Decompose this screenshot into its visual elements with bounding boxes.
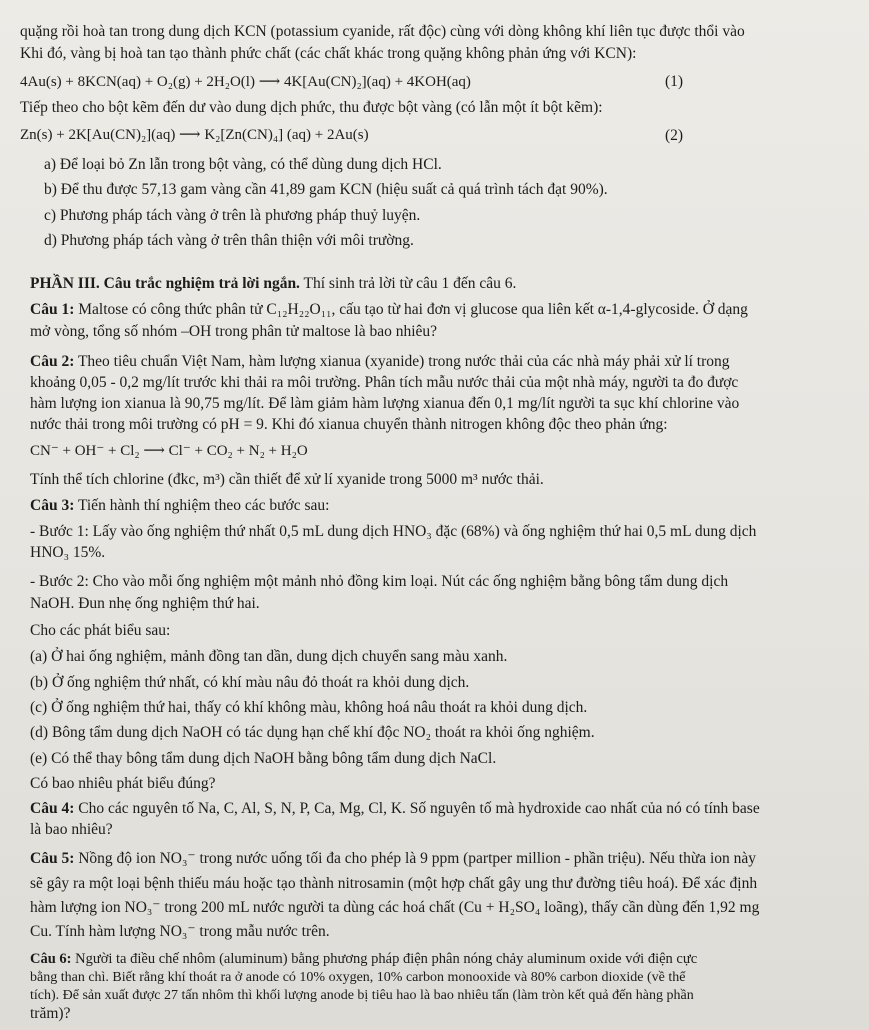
statement-e: (e) Có thể thay bông tẩm dung dịch NaOH bằng bông tẩm dung dịch NaCl. <box>30 750 497 767</box>
text-line: là bao nhiêu? <box>30 821 113 838</box>
question-text: Người ta điều chế nhôm (aluminum) bằng phương pháp điện phân nóng chảy aluminum oxide với điện cực <box>71 951 698 967</box>
part3-title: PHẦN III. Câu trắc nghiệm trả lời ngắn. <box>30 275 300 292</box>
text-line: sẽ gây ra một loại bệnh thiếu máu hoặc tạo thành nitrosamin (một hợp chất gây ung thư đường tiêu hoá). Để xác định <box>30 875 758 892</box>
text-line: nước thải trong môi trường có pH = 9. Khi đó xianua chuyển thành nitrogen không độc theo phản ứng: <box>30 416 668 433</box>
question-label: Câu 4: <box>30 800 75 817</box>
text-line: bằng than chì. Biết rằng khí thoát ra ở anode có 10% oxygen, 10% carbon monooxide và 80% carbon dioxide (về thể <box>30 970 686 985</box>
text-line: hàm lượng ion NO₃⁻ trong 200 mL nước người ta dùng các hoá chất (Cu + H₂SO₄ loãng), thấy cần dùng đến 1,92 mg <box>30 899 760 916</box>
equation-3: CN⁻ + OH⁻ + Cl₂ ⟶ Cl⁻ + CO₂ + N₂ + H₂O <box>30 443 308 459</box>
text-line: - Bước 1: Lấy vào ống nghiệm thứ nhất 0,5 mL dung dịch HNO₃ đặc (68%) và ống nghiệm thứ hai 0,5 mL dung dịch <box>30 523 757 540</box>
text-line: Có bao nhiêu phát biểu đúng? <box>30 775 216 792</box>
statement-c: (c) Ở ống nghiệm thứ hai, thấy có khí không màu, không hoá nâu thoát ra khỏi dung dịch. <box>30 699 588 716</box>
statement-a: (a) Ở hai ống nghiệm, mảnh đồng tan dần, dung dịch chuyển sang màu xanh. <box>30 648 508 665</box>
text-line: Khi đó, vàng bị hoà tan tạo thành phức chất (các chất khác trong quặng không phản ứng với KCN): <box>20 45 637 62</box>
text-line: - Bước 2: Cho vào mỗi ống nghiệm một mảnh nhỏ đồng kim loại. Nút các ống nghiệm bằng bông tẩm dung dịch <box>30 573 729 590</box>
question-label: Câu 1: <box>30 301 75 318</box>
statement-c: c) Phương pháp tách vàng ở trên là phương pháp thuỷ luyện. <box>44 207 421 224</box>
question-label: Câu 2: <box>30 353 75 370</box>
equation-2-number: (2) <box>665 127 684 144</box>
text-line: tích). Để sản xuất được 27 tấn nhôm thì khối lượng anode bị tiêu hao là bao nhiêu tấn (làm tròn kết quả đến hàng phần <box>30 988 694 1003</box>
text-line: trăm)? <box>30 1005 71 1022</box>
text-line: HNO₃ 15%. <box>30 544 106 561</box>
question-text: Cho các nguyên tố Na, C, Al, S, N, P, Ca, Mg, Cl, K. Số nguyên tố mà hydroxide cao nhất của nó có tính base <box>74 800 760 817</box>
question-label: Câu 3: <box>30 497 75 514</box>
question-1 <box>30 300 748 319</box>
text-line: quặng rồi hoà tan trong dung dịch KCN (potassium cyanide, rất độc) cùng với dòng không khí liên tục được thổi vào <box>20 23 745 40</box>
statement-a: a) Để loại bỏ Zn lẫn trong bột vàng, có thể dùng dung dịch HCl. <box>44 156 442 173</box>
text-line: Tiếp theo cho bột kẽm đến dư vào dung dịch phức, thu được bột vàng (có lẫn một ít bột kẽm): <box>20 99 603 116</box>
text-line: khoảng 0,05 - 0,2 mg/lít trước khi thải ra môi trường. Phân tích mẫu nước thải của một nhà máy, người ta đo được <box>30 374 739 391</box>
question-label: Câu 6: <box>30 951 72 967</box>
statement-d: d) Phương pháp tách vàng ở trên thân thiện với môi trường. <box>44 232 414 249</box>
equation-1: 4Au(s) + 8KCN(aq) + O₂(g) + 2H₂O(l) ⟶ 4K[Au(CN)₂](aq) + 4KOH(aq) <box>20 74 471 90</box>
text-line: Tính thể tích chlorine (đkc, m³) cần thiết để xử lí xyanide trong 5000 m³ nước thải. <box>30 471 544 488</box>
statement-b: b) Để thu được 57,13 gam vàng cần 41,89 gam KCN (hiệu suất cả quá trình tách đạt 90%). <box>44 181 608 198</box>
question-text: Maltose có công thức phân tử C₁₂H₂₂O₁₁, cấu tạo từ hai đơn vị glucose qua liên kết α-1,4-glycoside. Ở dạng <box>74 301 748 318</box>
question-6 <box>30 950 697 969</box>
question-4 <box>30 799 760 818</box>
question-label: Câu 5: <box>30 850 75 867</box>
text-line: Cu. Tính hàm lượng NO₃⁻ trong mẫu nước trên. <box>30 923 330 940</box>
text-line: Cho các phát biểu sau: <box>30 622 171 639</box>
statement-b: (b) Ở ống nghiệm thứ nhất, có khí màu nâu đỏ thoát ra khỏi dung dịch. <box>30 674 470 691</box>
question-3 <box>30 496 329 515</box>
part3-heading <box>30 274 516 293</box>
question-text: Tiến hành thí nghiệm theo các bước sau: <box>74 497 330 514</box>
question-2 <box>30 352 730 371</box>
statement-d: (d) Bông tẩm dung dịch NaOH có tác dụng hạn chế khí độc NO₂ thoát ra khỏi ống nghiệm. <box>30 724 595 741</box>
text-line: mở vòng, tổng số nhóm –OH trong phân tử maltose là bao nhiêu? <box>30 323 438 340</box>
question-text: Nồng độ ion NO₃⁻ trong nước uống tối đa cho phép là 9 ppm (partper million - phần triệu). Nếu thừa ion này <box>74 850 757 867</box>
equation-1-number: (1) <box>665 73 684 90</box>
equation-2: Zn(s) + 2K[Au(CN)₂](aq) ⟶ K₂[Zn(CN)₄] (aq) + 2Au(s) <box>20 127 369 143</box>
part3-instruction: Thí sinh trả lời từ câu 1 đến câu 6. <box>299 275 517 292</box>
question-text: Theo tiêu chuẩn Việt Nam, hàm lượng xianua (xyanide) trong nước thải của các nhà máy phải xử lí trong <box>74 353 730 370</box>
text-line: NaOH. Đun nhẹ ống nghiệm thứ hai. <box>30 595 260 612</box>
question-5 <box>30 849 756 868</box>
text-line: hàm lượng ion xianua là 90,75 mg/lít. Để làm giảm hàm lượng xianua đến 0,1 mg/lít người ta sục khí chlorine vào <box>30 395 740 412</box>
